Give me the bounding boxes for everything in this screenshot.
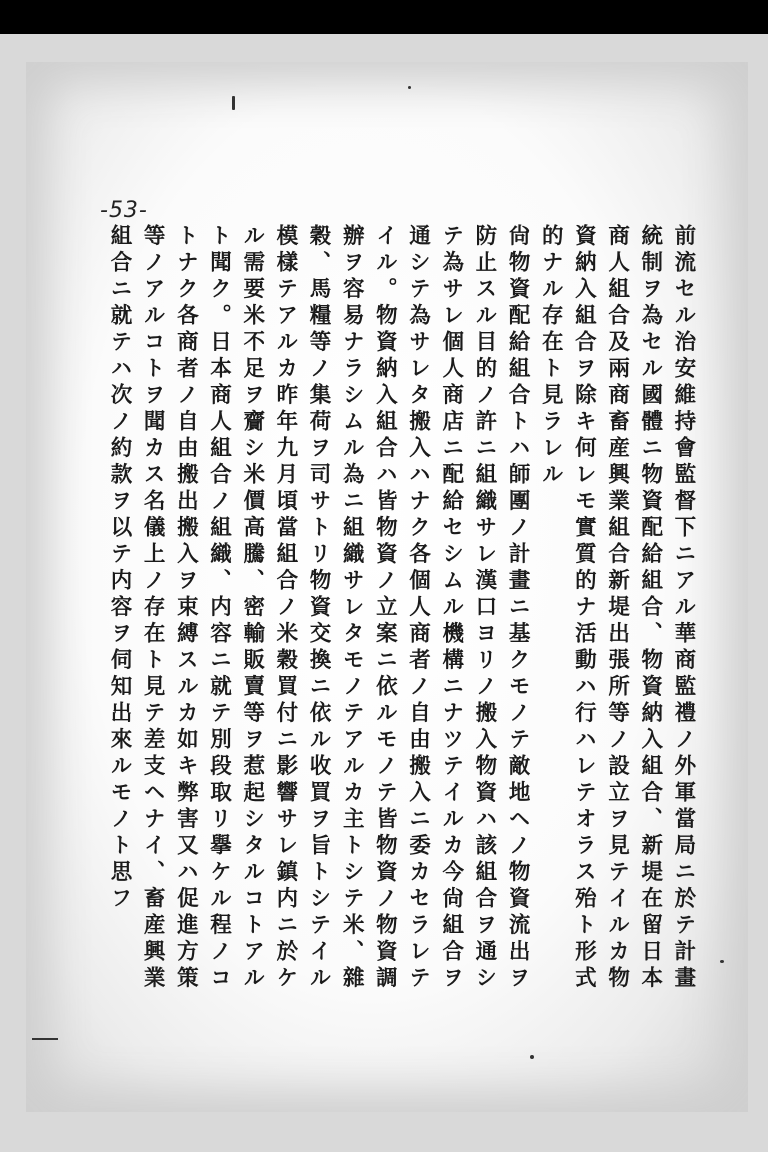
text-column-7: 防止スル目的ノ許ニ組織サレ漢口ヨリノ搬入物資ハ該組合ヲ通シ [471, 224, 497, 993]
text-column-1: 前流セル治安維持會監督下ニアル華商監禮ノ外軍當局ニ於テ計畫 [670, 224, 696, 993]
text-column-16: トナク各商者ノ自由搬出搬入ヲ束縛スルカ如キ弊害又ハ促進方策 [173, 224, 199, 993]
text-column-12: 穀、馬糧等ノ集荷ヲ司サトリ物資交換ニ依ル收買ヲ旨トシテイル [306, 224, 332, 993]
ink-speck [530, 1055, 534, 1059]
text-column-10: イル。物資納入組合ハ皆物資ノ立案ニ依ルモノテ皆物資ノ物資調 [372, 224, 398, 993]
vertical-text-block [106, 224, 696, 1024]
page-number: -53- [100, 198, 148, 223]
text-column-13: 模樣テアルカ昨年九月頃當組合ノ米穀買付ニ影響サレ鎮内ニ於ケ [272, 224, 298, 993]
text-column-3: 商人組合及兩商畜産興業組合新堤出張所等ノ設立ヲ見テイルカ物 [604, 224, 630, 993]
text-column-11: 辦ヲ容易ナラシムル為ニ組織サレタモノテアルカ主トシテ米、雜 [339, 224, 365, 993]
text-column-6: 尙物資配給組合トハ師團ノ計畫ニ基クモノテ敵地ヘノ物資流出ヲ [505, 224, 531, 993]
text-column-9: 通シテ為サレタ搬入ハナク各個人商者ノ自由搬入ニ委カセラレテ [405, 224, 431, 993]
text-column-17: 等ノアルコトヲ聞カス名儀上ノ存在ト見テ差支ヘナイ、畜産興業 [140, 224, 166, 993]
text-column-5: 的ナル存在ト見ラレル [538, 224, 564, 489]
text-column-15: ト聞ク。日本商人組合ノ組織、内容ニ就テ別段取リ擧ケル程ノコ [206, 224, 232, 993]
ink-speck [408, 86, 411, 89]
ink-speck [720, 960, 724, 963]
text-column-2: 統制ヲ為セル國體ニ物資配給組合、物資納入組合、新堤在留日本 [637, 224, 663, 993]
top-black-border [0, 0, 768, 34]
ink-speck [32, 1038, 58, 1040]
text-column-4: 資納入組合ヲ除キ何レモ實質的ナ活動ハ行ハレテオラス殆ト形式 [571, 224, 597, 993]
text-column-18: 組合ニ就テハ次ノ約款ヲ以テ内容ヲ伺知出來ルモノト思フ [107, 224, 132, 913]
text-column-8: テ為サレ個人商店ニ配給セシムル機構ニナツテイルカ今尙組合ヲ [438, 224, 464, 993]
ink-speck [232, 96, 235, 110]
text-column-14: ル需要米不足ヲ齎シ米價高騰、密輸販賣等ヲ惹起シタルコトアル [239, 224, 265, 993]
